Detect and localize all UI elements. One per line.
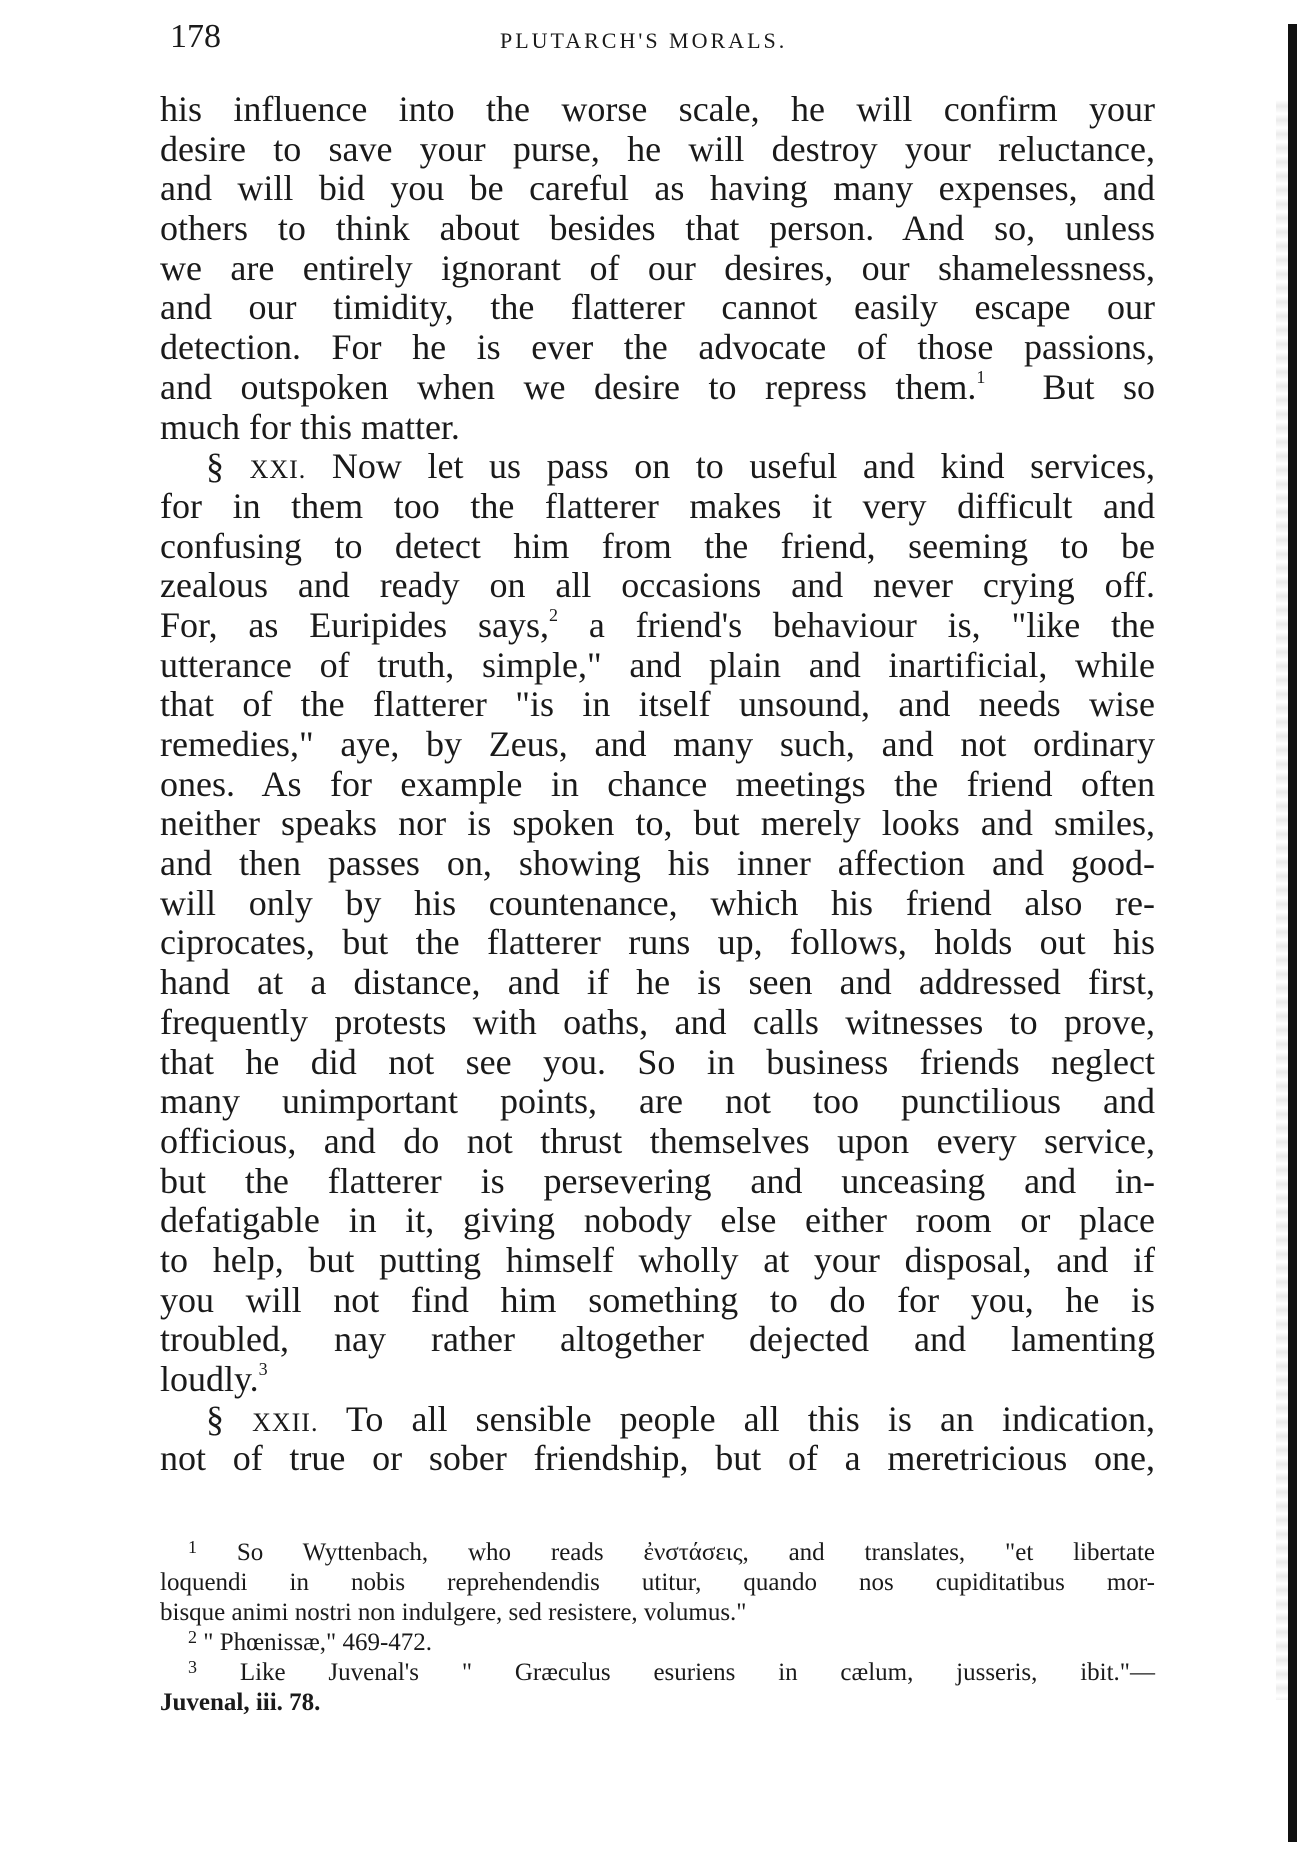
text-line: remedies," aye, by Zeus, and many such, and not ordinary bbox=[160, 724, 1155, 764]
footnote-line bbox=[160, 1658, 1155, 1688]
text-line: to help, but putting himself wholly at your disposal, and if bbox=[160, 1239, 1155, 1280]
footnote-line: Juvenal, iii. 78. bbox=[160, 1689, 321, 1716]
page-edge-bar bbox=[1288, 24, 1297, 1842]
text-line: ciprocates, but the flatterer runs up, follows, holds out his bbox=[160, 922, 1155, 963]
text-segment: and outspoken when we desire to repress them. bbox=[160, 366, 977, 407]
text-line: frequently protests with oaths, and calls witnesses to prove, bbox=[160, 1001, 1155, 1042]
text-line: ones. As for example in chance meetings the friend often bbox=[160, 763, 1155, 804]
footnote-mark: 1 bbox=[188, 1537, 197, 1557]
text-line: hand at a distance, and if he is seen and addressed first, bbox=[160, 962, 1155, 1003]
text-line: many unimportant points, are not too punctilious and bbox=[160, 1081, 1155, 1122]
text-segment: Now let us pass on to useful and kind services, bbox=[331, 446, 1156, 487]
footnote-line bbox=[160, 1538, 1155, 1568]
text-line bbox=[160, 1400, 1155, 1440]
footnote-ref: 1 bbox=[976, 366, 986, 387]
text-line: officious, and do not thrust themselves upon every service, bbox=[160, 1120, 1155, 1161]
text-line: but the flatterer is persevering and unceasing and in- bbox=[160, 1160, 1155, 1201]
text-line: much for this matter. bbox=[160, 406, 460, 447]
text-line bbox=[160, 447, 1155, 487]
text-line: and our timidity, the flatterer cannot easily escape our bbox=[160, 287, 1155, 328]
text-segment: So Wyttenbach, who reads ἐνστάσεις, and translates, "et libertate bbox=[236, 1539, 1156, 1566]
text-line: zealous and ready on all occasions and never crying off. bbox=[160, 565, 1155, 606]
running-head bbox=[170, 18, 1150, 58]
footnote-mark: 2 bbox=[188, 1627, 197, 1647]
text-line: others to think about besides that person. And so, unless bbox=[160, 208, 1155, 249]
text-line: will only by his countenance, which his friend also re- bbox=[160, 882, 1155, 923]
footnote-line: loquendi in nobis reprehendendis utitur, quando nos cupiditatibus mor- bbox=[160, 1569, 1155, 1596]
page-number: 178 bbox=[170, 18, 221, 55]
text-segment: For, as Euripides says, bbox=[160, 604, 549, 645]
text-line: for in them too the flatterer makes it very difficult and bbox=[160, 485, 1155, 526]
text-segment: But so bbox=[985, 366, 1155, 407]
text-line: that he did not see you. So in business friends neglect bbox=[160, 1041, 1155, 1082]
text-line: not of true or sober friendship, but of a meretricious one, bbox=[160, 1438, 1155, 1479]
footnotes bbox=[160, 1538, 1155, 1718]
text-line: we are entirely ignorant of our desires, our shamelessness, bbox=[160, 247, 1155, 288]
footnote-line bbox=[160, 1628, 1155, 1658]
text-line: desire to save your purse, he will destroy your reluctance, bbox=[160, 128, 1155, 169]
section-number: XXII. bbox=[252, 1407, 319, 1437]
text-segment: Like Juvenal's " Græculus esuriens in cælum, jusseris, ibit."— bbox=[239, 1659, 1155, 1686]
text-line: you will not find him something to do for you, he is bbox=[160, 1279, 1155, 1320]
body-text bbox=[160, 90, 1155, 1479]
text-line bbox=[160, 1360, 1155, 1400]
text-segment: To all sensible people all this is an indication, bbox=[345, 1398, 1155, 1439]
footnote-ref: 3 bbox=[258, 1359, 268, 1379]
running-title: PLUTARCH'S MORALS. bbox=[500, 28, 788, 53]
section-mark: § bbox=[206, 446, 224, 487]
text-line: detection. For he is ever the advocate of those passions, bbox=[160, 327, 1155, 368]
text-line: that of the flatterer "is in itself unsound, and needs wise bbox=[160, 684, 1155, 725]
footnote-line: bisque animi nostri non indulgere, sed resistere, volumus." bbox=[160, 1599, 747, 1626]
text-line: utterance of truth, simple," and plain and inartificial, while bbox=[160, 644, 1155, 685]
text-line: troubled, nay rather altogether dejected and lamenting bbox=[160, 1319, 1155, 1360]
text-segment: loudly. bbox=[160, 1359, 259, 1399]
section-mark: § bbox=[206, 1398, 224, 1439]
text-line: neither speaks nor is spoken to, but merely looks and smiles, bbox=[160, 803, 1155, 844]
text-segment: " Phœnissæ," 469-472. bbox=[203, 1629, 433, 1656]
footnote-ref: 2 bbox=[549, 604, 558, 625]
section-number: XXI. bbox=[249, 455, 307, 485]
page-edge-shadow bbox=[1276, 100, 1288, 1700]
text-line: and then passes on, showing his inner affection and good- bbox=[160, 843, 1155, 884]
text-line: confusing to detect him from the friend, seeming to be bbox=[160, 525, 1155, 566]
footnote-mark: 3 bbox=[188, 1657, 197, 1677]
text-segment: a friend's behaviour is, "like the bbox=[558, 604, 1155, 645]
text-line bbox=[160, 368, 1155, 408]
text-line: and will bid you be careful as having many expenses, and bbox=[160, 168, 1155, 209]
text-line: defatigable in it, giving nobody else either room or place bbox=[160, 1200, 1155, 1241]
text-line: his influence into the worse scale, he will confirm your bbox=[160, 89, 1155, 129]
text-line bbox=[160, 606, 1155, 646]
